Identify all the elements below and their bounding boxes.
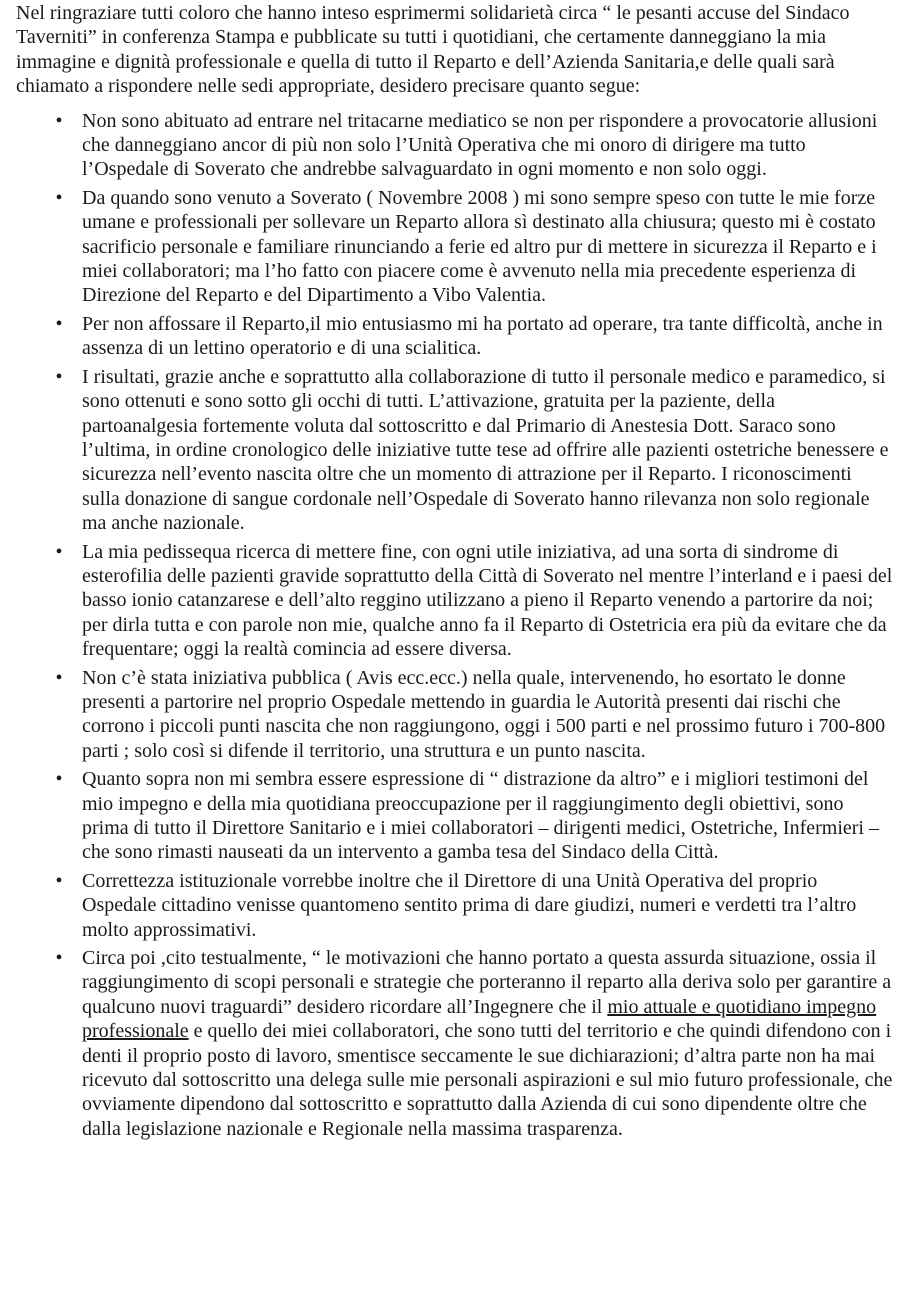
list-item: [16, 767, 894, 865]
bullet-list: [16, 109, 894, 1142]
list-item-text-before: Circa poi ,cito testualmente, “ le motivazioni che hanno portato a questa assurda situazione, ossia il raggiungimento di scopi personali e strategie che porteranno il reparto alla deriva solo per garantire a qualcuno nuovi traguardi” desidero ricordare all’Ingegnere che il: [82, 947, 892, 1018]
bullet-icon: •: [55, 947, 63, 970]
list-item: [16, 666, 894, 764]
list-item: [16, 365, 894, 536]
bullet-icon: •: [55, 540, 63, 563]
list-item: [16, 186, 894, 308]
list-item-text: Da quando sono venuto a Soverato ( Novembre 2008 ) mi sono sempre speso con tutte le mie forze umane e professionali per sollevare un Reparto allora sì destinato alla chiusura; questo mi è costato sacrificio personale e familiare rinunciando a ferie ed altro pur di mettere in sicurezza il Reparto e i miei collaboratori; ma l’ho fatto con piacere come è avvenuto nella mia precedente esperienza di Direzione del Reparto e del Dipartimento a Vibo Valentia.: [82, 186, 877, 307]
list-item: [16, 946, 894, 1141]
bullet-icon: •: [55, 869, 63, 892]
list-item-text: Correttezza istituzionale vorrebbe inoltre che il Direttore di una Unità Operativa del proprio Ospedale cittadino venisse quantomeno sentito prima di dare giudizi, numeri e verdetti tra l’altro molto approssimativi.: [82, 869, 857, 941]
list-item: [16, 312, 894, 361]
list-item-text: Quanto sopra non mi sembra essere espressione di “ distrazione da altro” e i migliori testimoni del mio impegno e della mia quotidiana preoccupazione per il raggiungimento degli obiettivi, sono prima di tutto il Direttore Sanitario e i miei collaboratori – dirigenti medici, Ostetriche, Infermieri – che sono rimasti nauseati da un intervento a gamba tesa del Sindaco della Città.: [82, 768, 879, 864]
list-item-text: Non c’è stata iniziativa pubblica ( Avis ecc.ecc.) nella quale, intervenendo, ho esortato le donne presenti a partorire nel proprio Ospedale mettendo in guardia le Autorità presenti dai rischi che corrono i piccoli punti nascita che non raggiungono, oggi i 500 parti e nel prossimo futuro i 700-800 parti ; solo così si difende il territorio, una struttura e un punto nascita.: [82, 666, 886, 762]
list-item: [16, 540, 894, 662]
bullet-icon: •: [55, 312, 63, 335]
list-item-text: La mia pedissequa ricerca di mettere fine, con ogni utile iniziativa, ad una sorta di sindrome di esterofilia delle pazienti gravide soprattutto della Città di Soverato nel mentre l’interland e i paesi del basso ionio catanzarese e dell’alto reggino utilizzano a pieno il Reparto venendo a partorire da noi; per dirla tutta e con parole non mie, qualche anno fa il Reparto di Ostetricia era più da evitare che da frequentare; oggi la realtà comincia ad essere diversa.: [82, 540, 893, 661]
list-item-text-after: e quello dei miei collaboratori, che sono tutti del territorio e che quindi difendono con i denti il proprio posto di lavoro, smentisce seccamente le sue dichiarazioni; d’altra parte non ha mai ricevuto dal sottoscritto una delega sulle mie personali aspirazioni e sul mio futuro professionale, che ovviamente dipendono dal sottoscritto e soprattutto dalla Azienda di cui sono dipendente oltre che dalla legislazione nazionale e Regionale nella massima trasparenza.: [82, 1020, 893, 1140]
bullet-icon: •: [55, 186, 63, 209]
bullet-icon: •: [55, 768, 63, 791]
list-item-text: Non sono abituato ad entrare nel tritacarne mediatico se non per rispondere a provocatorie allusioni che danneggiano ancor di più non solo l’Unità Operativa che mi onoro di dirigere ma tutto l’Ospedale di Soverato che andrebbe salvaguardato in ogni momento e non solo oggi.: [82, 109, 878, 181]
intro-paragraph: Nel ringraziare tutti coloro che hanno inteso esprimermi solidarietà circa “ le pesanti accuse del Sindaco Taverniti” in conferenza Stampa e pubblicate su tutti i quotidiani, che certamente danneggiano la mia immagine e dignità professionale e quella di tutto il Reparto e dell’Azienda Sanitaria,e delle quali sarà chiamato a rispondere nelle sedi appropriate, desidero precisare quanto segue:: [16, 2, 850, 98]
underlined-phrase: mio attuale e quotidiano impegno professionale: [82, 995, 877, 1043]
bullet-icon: •: [55, 365, 63, 388]
list-item-text: I risultati, grazie anche e soprattutto alla collaborazione di tutto il personale medico e paramedico, si sono ottenuti e sono sotto gli occhi di tutti. L’attivazione, gratuita per la paziente, della partoanalgesia fortemente voluta dal sottoscritto e dal Primario di Anestesia Dott. Saraco sono l’ultima, in ordine cronologico delle iniziative tutte tese ad offrire alle pazienti ostetriche benessere e sicurezza nell’evento nascita oltre che un momento di attrazione per il Reparto. I riconoscimenti sulla donazione di sangue cordonale nell’Ospedale di Soverato hanno rilevanza non solo regionale ma anche nazionale.: [82, 365, 889, 535]
list-item: [16, 869, 894, 942]
bullet-icon: •: [55, 666, 63, 689]
bullet-icon: •: [55, 109, 63, 132]
list-item-text: Per non affossare il Reparto,il mio entusiasmo mi ha portato ad operare, tra tante difficoltà, anche in assenza di un lettino operatorio e di una scialitica.: [82, 312, 883, 360]
list-item: [16, 109, 894, 182]
